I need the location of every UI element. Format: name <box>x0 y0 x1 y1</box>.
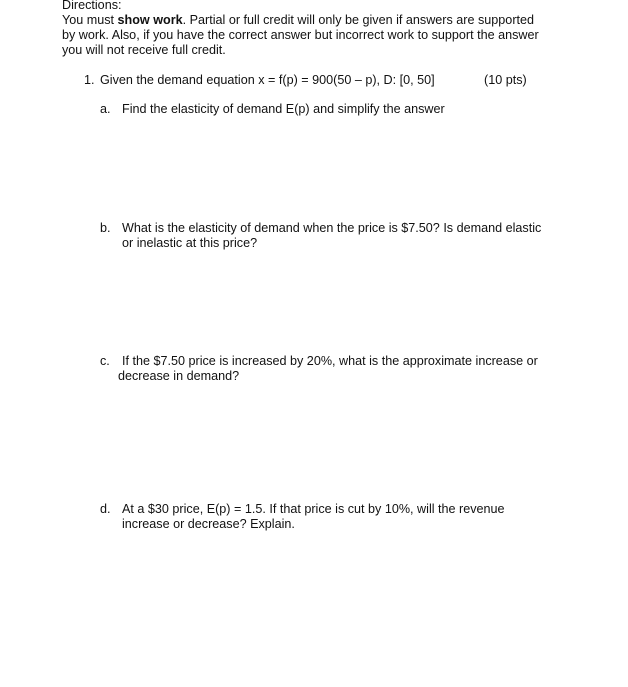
directions-show-work: show work <box>117 13 183 27</box>
part-b-line-1: What is the elasticity of demand when the price is $7.50? Is demand elastic <box>122 221 542 235</box>
part-c-line-2: decrease in demand? <box>118 369 240 383</box>
part-b-letter: b. <box>100 221 111 235</box>
part-b-line-2: or inelastic at this price? <box>122 236 258 250</box>
part-a-letter: a. <box>100 102 111 116</box>
question-1-number: 1. <box>84 73 95 87</box>
part-c-letter: c. <box>100 354 110 368</box>
directions-line-1-pre: You must <box>62 13 118 27</box>
part-d-line-2: increase or decrease? Explain. <box>122 517 295 531</box>
directions-line-1-post: . Partial or full credit will only be given if answers are supported <box>182 13 535 27</box>
question-1-points: (10 pts) <box>484 73 527 87</box>
question-1-text: Given the demand equation x = f(p) = 900(50 – p), D: [0, 50] <box>100 73 435 87</box>
part-d-letter: d. <box>100 502 111 516</box>
part-a-line-1: Find the elasticity of demand E(p) and simplify the answer <box>122 102 445 116</box>
directions-line-3: you will not receive full credit. <box>62 43 226 57</box>
directions-heading: Directions: <box>62 0 122 12</box>
directions-line-2: by work. Also, if you have the correct answer but incorrect work to support the answer <box>62 28 539 42</box>
part-d-line-1: At a $30 price, E(p) = 1.5. If that price is cut by 10%, will the revenue <box>122 502 505 516</box>
directions-line-1 <box>62 13 534 28</box>
part-c-line-1: If the $7.50 price is increased by 20%, what is the approximate increase or <box>122 354 538 368</box>
